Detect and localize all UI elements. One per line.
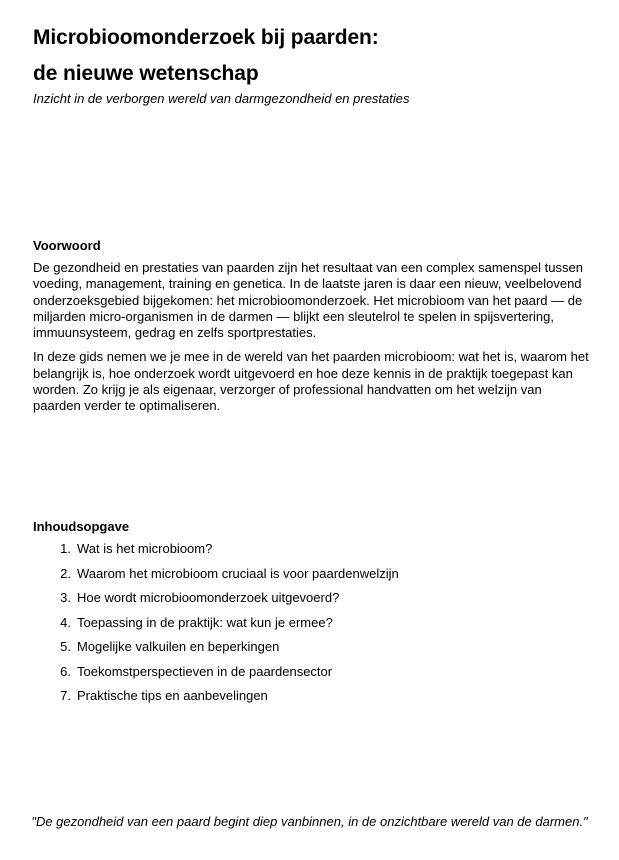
toc-item-number: 5. [60, 639, 71, 654]
toc-heading: Inhoudsopgave [33, 519, 130, 534]
foreword-section [33, 238, 593, 423]
foreword-paragraph-1: De gezondheid en prestaties van paarden zijn het resultaat van een complex samenspel tussen voeding, management, training en genetica. In de laatste jaren is daar een nieuw, veelbelovend onderzoeksgebied bijgekomen: het microbioomonderzoek. Het microbioom van het paard — de miljarden micro-organismen in de darmen — blijkt een sleutelrol te spelen in spijsvertering, immuunsysteem, gedrag en zelfs sportprestaties. [33, 260, 583, 341]
toc-item-number: 6. [60, 663, 71, 679]
document-subtitle: Inzicht in de verborgen wereld van darmgezondheid en prestaties [33, 91, 410, 106]
table-of-contents [33, 519, 593, 713]
toc-item [33, 688, 593, 713]
toc-item-number: 1. [60, 541, 71, 556]
toc-item [33, 639, 593, 664]
toc-item-label: Toepassing in de praktijk: wat kun je ermee? [77, 614, 333, 630]
closing-quote: "De gezondheid van een paard begint diep vanbinnen, in de onzichtbare wereld van de darmen." [31, 814, 588, 829]
toc-item [33, 541, 593, 566]
title-line-1: Microbioomonderzoek bij paarden: [33, 26, 379, 49]
toc-item [33, 566, 593, 591]
toc-item-number: 7. [60, 688, 71, 703]
toc-list [33, 541, 593, 713]
foreword-paragraph-2: In deze gids nemen we je mee in de wereld van het paarden microbioom: wat het is, waarom het belangrijk is, hoe onderzoek wordt uitgevoerd en hoe deze kennis in de praktijk toegepast kan worden. Zo krijg je als eigenaar, verzorger of professional handvatten om het welzijn van paarden verder te optimaliseren. [33, 349, 589, 414]
toc-item [33, 590, 593, 615]
toc-item-label: Mogelijke valkuilen en beperkingen [77, 639, 280, 654]
title-line-2: de nieuwe wetenschap [33, 62, 259, 85]
toc-item-label: Hoe wordt microbioomonderzoek uitgevoerd? [77, 590, 340, 605]
toc-item-number: 2. [60, 565, 71, 581]
toc-item-label: Waarom het microbioom cruciaal is voor paardenwelzijn [77, 565, 399, 581]
toc-item-label: Toekomstperspectieven in de paardensector [77, 663, 333, 679]
toc-item-number: 3. [60, 590, 71, 605]
toc-item-number: 4. [60, 614, 71, 630]
toc-item [33, 615, 593, 640]
toc-item [33, 664, 593, 689]
toc-item-label: Wat is het microbioom? [77, 541, 213, 556]
toc-item-label: Praktische tips en aanbevelingen [77, 688, 268, 703]
foreword-heading: Voorwoord [33, 238, 101, 253]
document-title [33, 20, 379, 92]
